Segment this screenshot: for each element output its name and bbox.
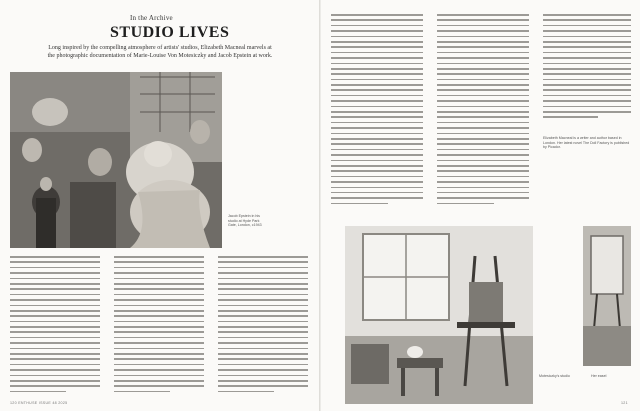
right-page xyxy=(321,0,640,411)
photo-caption: Jacob Epstein in his studio at Hyde Park Gate, London, c1943 xyxy=(228,214,262,228)
studio-room-illustration xyxy=(345,226,533,404)
vertical-strip-photo xyxy=(583,226,631,366)
body-column-5 xyxy=(437,14,529,208)
page-folio-left: 120 ENTHUSE ISSUE 48 2025 xyxy=(10,401,68,405)
body-column-6 xyxy=(543,14,631,122)
photo-caption-b: Her easel xyxy=(591,374,607,378)
body-column-4 xyxy=(331,14,423,208)
author-credit: Elizabeth Macneal is a writer and author based in London. Her latest novel The Doll Factory is published by Picador. xyxy=(543,136,630,150)
easel-detail-illustration xyxy=(583,226,631,366)
article-standfirst: Long inspired by the compelling atmosphere of artists' studios, Elizabeth Macneal marvels at the photographic documentation of Marie-Louise Von Motesiczky and Jacob Epstein at work. xyxy=(47,45,273,59)
studio-room-photo xyxy=(345,226,533,404)
sculpture-studio-photo xyxy=(10,72,222,248)
body-column-3 xyxy=(218,256,308,396)
left-page xyxy=(0,0,319,411)
article-title: STUDIO LIVES xyxy=(110,24,230,41)
section-kicker: In the Archive xyxy=(130,14,173,22)
sculpture-studio-illustration xyxy=(10,72,222,248)
body-column-1 xyxy=(10,256,100,396)
photo-caption-a: Motesiczky's studio xyxy=(539,374,570,378)
body-column-2 xyxy=(114,256,204,396)
page-folio-right: 121 xyxy=(621,401,628,405)
